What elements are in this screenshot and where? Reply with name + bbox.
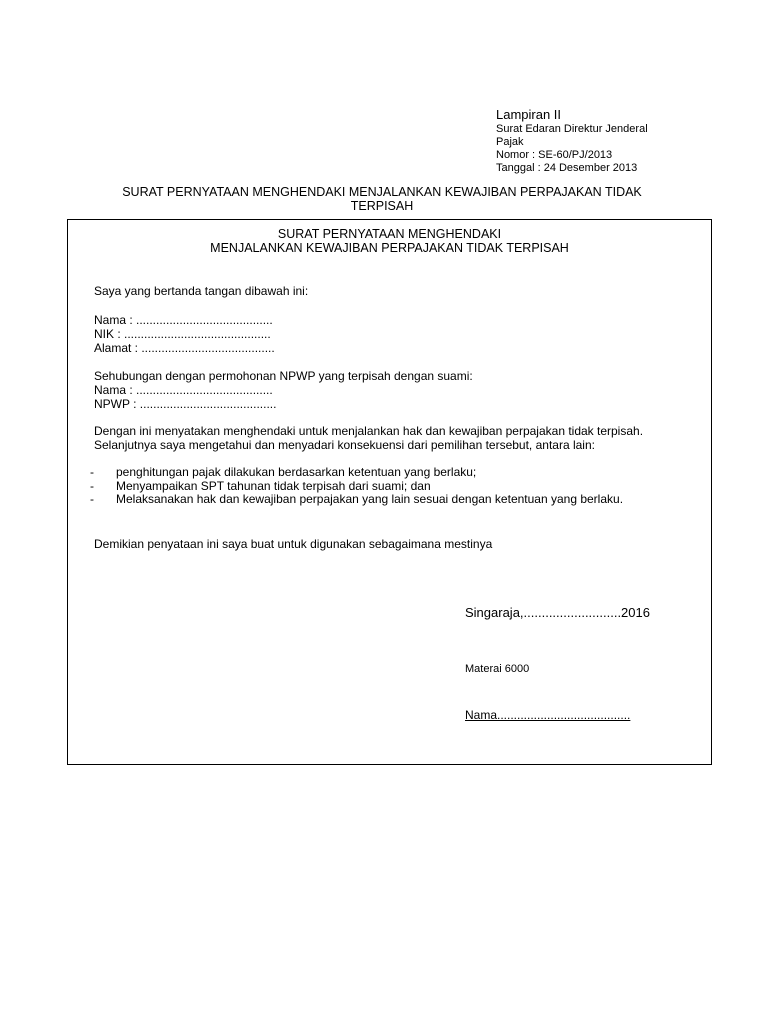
list-dash: - <box>90 478 94 493</box>
document-heading-line-1: SURAT PERNYATAAN MENGHENDAKI MENJALANKAN KEWAJIBAN PERPAJAKAN TIDAK <box>122 185 642 199</box>
document-heading-line-2: TERPISAH <box>350 199 414 213</box>
materai-label: Materai 6000 <box>465 663 530 675</box>
statement-frame <box>67 219 712 765</box>
field-suami-nama: Nama : ......................................... <box>94 383 273 397</box>
field-suami-npwp: NPWP : ......................................... <box>94 397 277 411</box>
lampiran-block <box>496 107 746 175</box>
lampiran-line-number: Nomor : SE-60/PJ/2013 <box>496 149 613 161</box>
list-item <box>90 480 690 494</box>
statement-paragraph <box>94 425 676 452</box>
closing-text: Demikian penyataan ini saya buat untuk digunakan sebagaimana mestinya <box>94 537 493 551</box>
lampiran-line-circular: Surat Edaran Direktur Jenderal <box>496 123 648 135</box>
list-dash: - <box>90 465 94 479</box>
place-date: Singaraja,...........................2016 <box>465 605 650 620</box>
statement-title-line-2: MENJALANKAN KEWAJIBAN PERPAJAKAN TIDAK TERPISAH <box>210 241 569 255</box>
statement-text: Dengan ini menyatakan menghendaki untuk menjalankan hak dan kewajiban perpajakan tidak terpisah. <box>94 424 644 438</box>
field-alamat: Alamat : ........................................ <box>94 341 275 355</box>
document-heading <box>92 185 672 213</box>
statement-title-line-1: SURAT PERNYATAAN MENGHENDAKI <box>277 227 502 241</box>
list-item <box>90 493 690 507</box>
list-item-text: Menyampaikan SPT tahunan tidak terpisah dari suami; dan <box>116 478 431 493</box>
signature-name: Nama........................................ <box>465 708 631 722</box>
field-nik: NIK : ............................................ <box>94 327 271 341</box>
statement-title <box>68 227 711 255</box>
list-item-text: penghitungan pajak dilakukan berdasarkan ketentuan yang berlaku; <box>116 465 477 479</box>
list-dash: - <box>90 492 94 506</box>
lampiran-line-issuer: Pajak <box>496 136 524 148</box>
sehubungan-text: Sehubungan dengan permohonan NPWP yang terpisah dengan suami: <box>94 369 473 383</box>
intro-text: Saya yang bertanda tangan dibawah ini: <box>94 284 309 298</box>
lampiran-line-date: Tanggal : 24 Desember 2013 <box>496 162 638 174</box>
list-item-text: Melaksanakan hak dan kewajiban perpajakan yang lain sesuai dengan ketentuan yang berlaku. <box>116 492 624 506</box>
list-item <box>90 466 690 480</box>
consequences-list <box>90 466 690 507</box>
field-nama: Nama : ......................................... <box>94 313 273 327</box>
consequences-intro: Selanjutnya saya mengetahui dan menyadari konsekuensi dari pemilihan tersebut, antara lain: <box>94 437 595 452</box>
lampiran-title: Lampiran II <box>496 107 562 122</box>
